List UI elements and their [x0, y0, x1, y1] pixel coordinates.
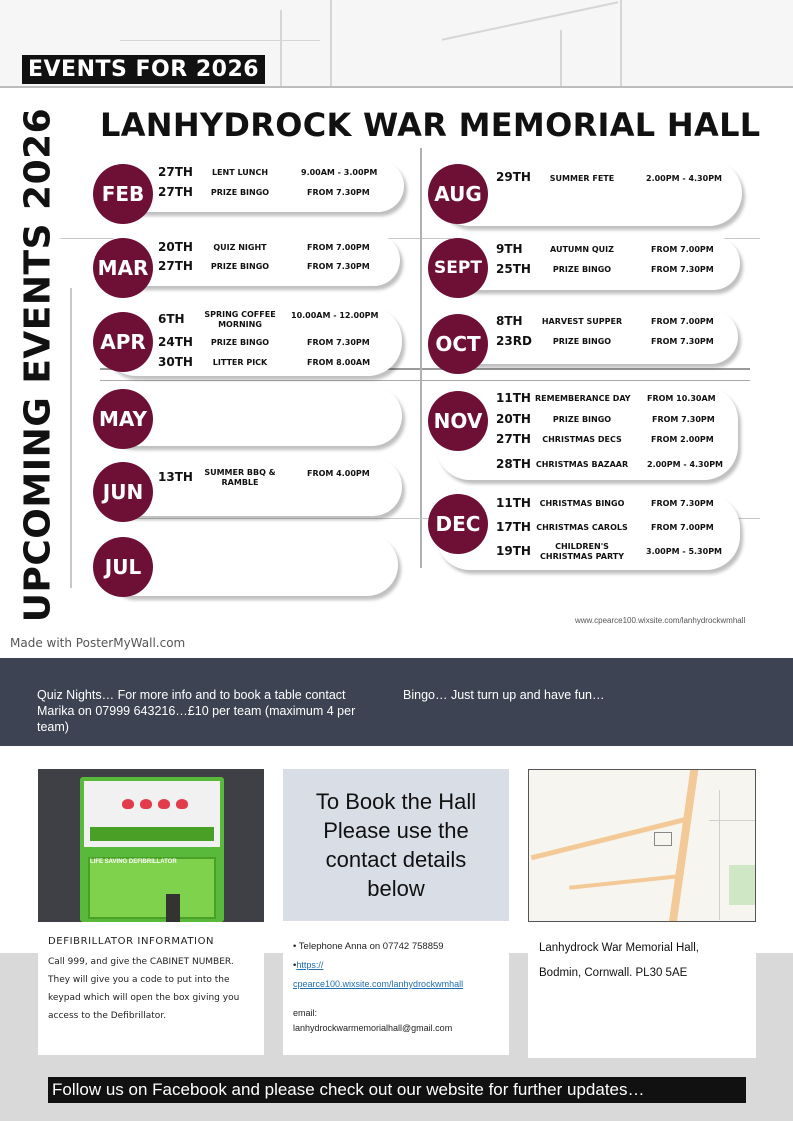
event-name: PRIZE BINGO	[210, 262, 270, 271]
event-name: LITTER PICK	[212, 358, 268, 367]
made-with-watermark: Made with PosterMyWall.com	[10, 636, 186, 650]
map-building	[654, 832, 672, 846]
event-time: FROM 7.30PM	[651, 499, 714, 508]
event-name: SPRING COFFEE MORNING	[204, 310, 276, 329]
map-field-boundary	[709, 820, 756, 821]
event-time: FROM 7.00PM	[651, 523, 714, 532]
sketch-line	[120, 40, 320, 41]
event-name: CHRISTMAS BINGO	[539, 499, 625, 508]
map-field-boundary	[719, 790, 720, 920]
email-address[interactable]: lanhydrockwarmemorialhall@gmail.com	[293, 1023, 453, 1033]
event-name: QUIZ NIGHT	[213, 243, 267, 252]
defibrillator-cabinet	[80, 777, 224, 922]
event-name: CHRISTMAS DECS	[542, 435, 622, 444]
event-date: 24TH	[158, 335, 193, 349]
heart-icon	[122, 799, 134, 809]
contact-details-card	[283, 930, 509, 1055]
booking-text: To Book the Hall Please use the contact details below	[315, 789, 477, 901]
keypad	[166, 894, 180, 922]
address-card	[528, 930, 756, 1058]
defibrillator-info-card	[38, 930, 264, 1055]
sketch-line	[442, 1, 618, 40]
event-time: 2.00PM - 4.30PM	[646, 174, 723, 183]
event-name: SUMMER BBQ & RAMBLE	[204, 468, 276, 487]
website-link[interactable]: https://	[296, 960, 324, 970]
event-name: CHRISTMAS CAROLS	[536, 523, 628, 532]
events-for-year-tag: EVENTS FOR 2026	[22, 55, 265, 84]
event-time: 10.00AM - 12.00PM	[291, 311, 379, 320]
month-badge-jun: JUN	[93, 462, 153, 522]
event-name: PRIZE BINGO	[210, 338, 270, 347]
defibrillator-box	[88, 857, 216, 919]
hall-title: LANHYDROCK WAR MEMORIAL HALL	[100, 106, 761, 144]
event-name: REMEMBERANCE DAY	[535, 394, 631, 403]
defibrillator-label: LIFE SAVING DEFIBRILLATOR	[90, 859, 177, 865]
quiz-night-info: Quiz Nights… For more info and to book a table contact Marika on 07999 643216…£10 per team (maximum 4 per team)	[37, 688, 356, 734]
event-time: FROM 7.30PM	[307, 262, 370, 271]
defibrillator-photo	[38, 769, 264, 922]
event-date: 27TH	[158, 165, 193, 179]
event-name: CHRISTMAS BAZAAR	[535, 460, 629, 469]
event-name: PRIZE BINGO	[552, 265, 612, 274]
upcoming-events-vertical-title	[8, 92, 68, 638]
month-badge-nov: NOV	[428, 391, 488, 451]
instruction-strip	[90, 827, 214, 841]
month-badge-aug: AUG	[428, 164, 488, 224]
heart-icon	[176, 799, 188, 809]
event-date: 23RD	[496, 334, 532, 348]
month-badge-dec: DEC	[428, 494, 488, 554]
month-badge-feb: FEB	[93, 164, 153, 224]
website-link-line	[293, 975, 499, 994]
sketch-line	[100, 380, 750, 381]
book-the-hall-box	[283, 769, 509, 921]
event-time: FROM 10.30AM	[647, 394, 716, 403]
event-time: FROM 7.30PM	[651, 337, 714, 346]
bingo-info: Bingo… Just turn up and have fun…	[403, 688, 605, 702]
location-map	[528, 769, 756, 922]
event-time: FROM 2.00PM	[651, 435, 714, 444]
event-date: 19TH	[496, 544, 531, 558]
event-name: AUTUMN QUIZ	[550, 245, 614, 254]
event-date: 17TH	[496, 520, 531, 534]
event-date: 28TH	[496, 457, 531, 471]
event-date: 9TH	[496, 242, 523, 256]
month-badge-oct: OCT	[428, 314, 488, 374]
event-date: 20TH	[496, 412, 531, 426]
sketch-line	[280, 10, 282, 86]
heart-icon	[140, 799, 152, 809]
month-badge-may: MAY	[93, 389, 153, 449]
event-name: SUMMER FETE	[549, 174, 615, 183]
sketch-line	[560, 30, 562, 86]
event-date: 6TH	[158, 312, 185, 326]
info-band	[0, 658, 793, 746]
event-date: 29TH	[496, 170, 531, 184]
event-date: 11TH	[496, 391, 531, 405]
email-label: email:	[293, 1008, 318, 1018]
website-link[interactable]: cpearce100.wixsite.com/lanhydrockwmhall	[293, 979, 464, 989]
event-time: 3.00PM - 5.30PM	[646, 547, 723, 556]
event-time: FROM 7.00PM	[651, 317, 714, 326]
cpr-instructions-poster	[84, 781, 220, 847]
defibrillator-info-title: DEFIBRILLATOR INFORMATION	[48, 936, 215, 947]
month-badge-apr: APR	[93, 312, 153, 372]
poster-website-url: www.cpearce100.wixsite.com/lanhydrockwmhall	[575, 616, 746, 625]
event-date: 25TH	[496, 262, 531, 276]
event-name: LENT LUNCH	[211, 168, 269, 177]
sketch-line	[620, 0, 622, 86]
event-date: 20TH	[158, 240, 193, 254]
website-link-line	[293, 956, 499, 975]
follow-us-banner: Follow us on Facebook and please check out our website for further updates…	[48, 1077, 746, 1103]
event-name: HARVEST SUPPER	[541, 317, 623, 326]
event-time: FROM 7.00PM	[651, 245, 714, 254]
address-line: Bodmin, Cornwall. PL30 5AE	[539, 967, 688, 979]
event-time: FROM 4.00PM	[307, 469, 370, 478]
event-name: CHILDREN'S CHRISTMAS PARTY	[540, 542, 624, 561]
month-badge-jul: JUL	[93, 537, 153, 597]
telephone-line: • Telephone Anna on 07742 758859	[293, 941, 444, 952]
sketch-line	[330, 0, 332, 86]
map-road	[569, 874, 679, 889]
event-name: PRIZE BINGO	[552, 415, 612, 424]
event-date: 27TH	[158, 259, 193, 273]
event-time: FROM 7.30PM	[651, 265, 714, 274]
month-badge-mar: MAR	[93, 238, 153, 298]
vertical-title-text: UPCOMING EVENTS 2026	[17, 107, 59, 623]
event-time: 2.00PM - 4.30PM	[647, 460, 724, 469]
event-time: FROM 7.30PM	[307, 338, 370, 347]
event-time: FROM 7.30PM	[307, 188, 370, 197]
defibrillator-info-body: Call 999, and give the CABINET NUMBER. They will give you a code to put into the keypad which will open the box giving you access to the Defibrillator.	[48, 957, 240, 1021]
event-date: 8TH	[496, 314, 523, 328]
event-date: 27TH	[496, 432, 531, 446]
month-badge-sept: SEPT	[428, 238, 488, 298]
event-name: PRIZE BINGO	[210, 188, 270, 197]
event-date: 30TH	[158, 355, 193, 369]
event-time: FROM 7.30PM	[652, 415, 715, 424]
heart-icon	[158, 799, 170, 809]
event-date: 11TH	[496, 496, 531, 510]
link-bullet: •	[293, 960, 297, 971]
sketch-line	[420, 148, 422, 568]
sketch-line	[70, 288, 72, 588]
address-line: Lanhydrock War Memorial Hall,	[539, 942, 699, 954]
event-time: FROM 7.00PM	[307, 243, 370, 252]
event-time: FROM 8.00AM	[307, 358, 371, 367]
event-date: 27TH	[158, 185, 193, 199]
event-date: 13TH	[158, 470, 193, 484]
event-time: 9.00AM - 3.00PM	[301, 168, 378, 177]
event-name: PRIZE BINGO	[552, 337, 612, 346]
map-green-area	[729, 865, 756, 905]
